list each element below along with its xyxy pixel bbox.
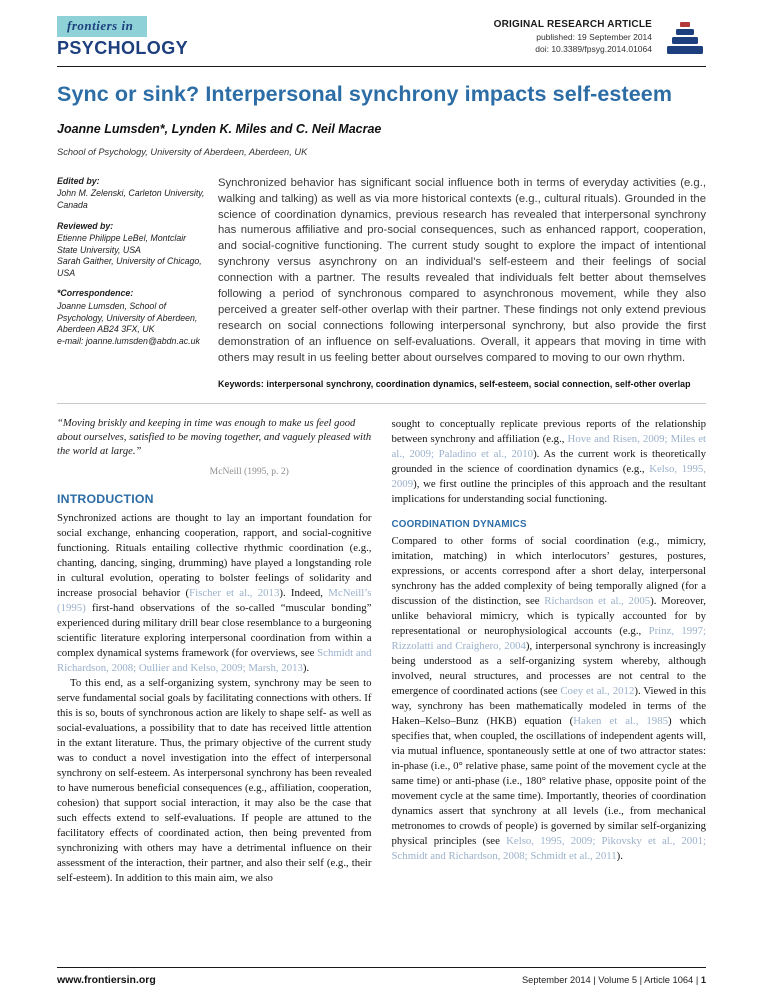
article-info-sidebar [57, 176, 205, 389]
section-heading-introduction: INTRODUCTION [57, 492, 154, 507]
page-footer [57, 967, 706, 986]
citation-link: Richardson et al., 2005 [544, 594, 651, 607]
footer-issue-text: September 2014 | Volume 5 | Article 1064 | [521, 975, 701, 985]
reviewer-1: Etienne Philippe LeBel, Montclair State University, USA [57, 233, 187, 255]
introduction-continuation-paragraph: sought to conceptually replicate previous reports of the relationship between synchrony and affiliation (e.g., Hove and Risen, 2009; Miles et al., 2009; Paladino et al., 2010). As the current work is theoretically grounded in the science of coordination dynamics (e.g., Kelso, 1995, 2009), we first outline the principles of this approach and the resultant implications for understanding social functioning. [391, 417, 706, 505]
footer-issue-info [522, 975, 706, 985]
section-heading-coordination-dynamics: COORDINATION DYNAMICS [391, 518, 527, 530]
edited-by-label: Edited by: [57, 175, 100, 186]
front-matter [57, 176, 706, 389]
correspondence-address: Joanne Lumsden, School of Psychology, University of Aberdeen, Aberdeen AB24 3FX, UK [57, 301, 198, 335]
edited-by-group [57, 176, 205, 212]
front-matter-divider [57, 403, 706, 404]
footer-page-number: 1 [700, 975, 706, 985]
citation-link: Prinz, 1997; Rizzolatti and Craighero, 2004 [391, 624, 706, 652]
published-date: published: 19 September 2014 [536, 32, 652, 42]
masthead [57, 16, 706, 59]
footer-divider [57, 967, 706, 968]
citation-link: Haken et al., 1985 [573, 714, 669, 727]
citation-link: Schmidt and Richardson, 2008; Oullier and Kelso, 2009; Marsh, 2013 [57, 647, 372, 675]
citation-link: Coey et al., 2012 [560, 684, 635, 697]
coordination-dynamics-paragraph: Compared to other forms of social coordination (e.g., mimicry, imitation, matching) in which interlocutors’ gestures, postures, expressions, or accents correspond after a short delay, interpersonal synchrony has the added complexity of being temporally aligned (for a discussion of the distinction, see Richardson et al., 2005). Moreover, unlike behavioral mimicry, which is typically accounted for by representational or neurophysiological accounts (e.g., Prinz, 1997; Rizzolatti and Craighero, 2004), interpersonal synchrony is increasingly being understood as a self-organizing system whereby, although involved, neural structures, and processes are not central to the emergence of coordinated actions (see Coey et al., 2012). Viewed in this way, synchrony has been mathematically modeled in terms of the Haken–Kelso–Bunz (HKB) equation (Haken et al., 1985) which specifies that, when coupled, the oscillations of independent agents will, via mutual influence, spontaneously settle at one of two attractor states: in-phase (i.e., 0° relative phase, same point of the movement cycle at the same time) or anti-phase (i.e., 180° relative phase, opposite point of the movement cycle at the same time). Importantly, theories of coordination dynamics assert that synchrony at all levels (i.e., from mechanical metronomes to crowds of people) is governed by similar self-organizing physical principles (see Kelso, 1995, 2009; Pikovsky et al., 2001; Schmidt and Richardson, 2008; Schmidt et al., 2011). [391, 534, 706, 862]
frontiers-wordmark [57, 16, 188, 59]
reviewer-2: Sarah Gaither, University of Chicago, USA [57, 256, 202, 278]
left-column [57, 417, 372, 967]
right-column [392, 417, 707, 967]
citation-link: Fischer et al., 2013 [189, 587, 280, 600]
correspondence-email[interactable]: e-mail: joanne.lumsden@abdn.ac.uk [57, 335, 200, 346]
header-divider [57, 66, 706, 67]
frontiers-books-logo-icon [664, 16, 706, 58]
citation-link: Kelso, 1995, 2009; Pikovsky et al., 2001; Schmidt and Richardson, 2008; Schmidt et al., 2011 [391, 834, 706, 862]
masthead-right [494, 16, 706, 58]
article-type-label: ORIGINAL RESEARCH ARTICLE [493, 19, 652, 30]
frontiers-wordmark-top: frontiers in [57, 16, 147, 37]
journal-name: PSYCHOLOGY [57, 38, 189, 58]
epigraph-attribution: McNeill (1995, p. 2) [209, 466, 289, 478]
keywords-line: Keywords: interpersonal synchrony, coordination dynamics, self-esteem, social connection, self-other overlap [218, 378, 691, 389]
affiliation: School of Psychology, University of Aberdeen, Aberdeen, UK [57, 146, 308, 157]
reviewed-by-label: Reviewed by: [57, 220, 114, 231]
author-list: Joanne Lumsden*, Lynden K. Miles and C. Neil Macrae [57, 121, 382, 136]
reviewed-by-group [57, 221, 205, 280]
edited-by-value: John M. Zelenski, Carleton University, Canada [57, 188, 205, 210]
abstract-block [218, 176, 706, 389]
page-title: Sync or sink? Interpersonal synchrony impacts self-esteem [57, 82, 673, 106]
body-columns [57, 417, 706, 967]
footer-row [57, 974, 706, 986]
citation-link: Kelso, 1995, 2009 [391, 462, 706, 490]
introduction-paragraph-2: To this end, as a self-organizing system, synchrony may be seen to serve fundamental social goals by facilitating connections with others. If this is so, bouts of synchronous action are likely to shape self- as well as social-evaluations, a possibility that to date has received little attention in the extant literature. Thus, the primary objective of the current study was to conduct a novel investigation into the effect of interpersonal synchrony on self-esteem. As interpersonal synchrony has been revealed to have numerous beneficial consequences (e.g., affiliation, cooperation, cohesion) that support social interaction, it may also be the case that such effects extend to self-evaluations. If people are attuned to the facilitatory effects of coordinated action, then being prevented from synchronizing with others may have a detrimental influence on their assessment of the interaction, their partner, and also their self (e.g., their self-esteem). In addition to this main aim, we also [57, 677, 372, 885]
doi-text: doi: 10.3389/fpsyg.2014.01064 [535, 44, 652, 54]
footer-site-link[interactable]: www.frontiersin.org [57, 974, 156, 986]
correspondence-label: *Correspondence: [57, 288, 134, 299]
citation-link: Hove and Risen, 2009; Miles et al., 2009; Paladino et al., 2010 [391, 432, 706, 460]
masthead-meta [494, 16, 652, 54]
citation-link: McNeill’s (1995) [57, 587, 372, 615]
correspondence-group [57, 288, 205, 347]
epigraph-quote: “Moving briskly and keeping in time was enough to make us feel good about ourselves, satisfied to be moving together, and vaguely pleased with the world at large.” [57, 417, 372, 457]
abstract-text: Synchronized behavior has significant social influence both in terms of everyday activities (e.g., walking and talking) as well as via more historical contexts (e.g., cultural rituals). Grounded in the science of coordination dynamics, previous research has revealed that interpersonal synchrony has numerous affiliative and pro-social consequences, such as enhanced rapport, cooperation, and social-cognitive functioning. The current study sought to explore the impact of intentional synchrony versus asynchrony on an individual’s self-esteem and their feelings of social connection with a partner. The results revealed that individuals felt better about themselves following a period of synchronous compared to asynchronous movement, while they also perceived a greater self-other overlap with their partner. These findings not only extend previous research on social connections following interpersonal synchrony, but also provide the first demonstration of an influence on self-evaluations. Overall, it appears that moving in time with others may result in us feeling better about ourselves compared to moving to our own rhythm. [218, 176, 706, 364]
introduction-paragraph-1: Synchronized actions are thought to lay an important foundation for social exchange, enhancing cooperation, rapport, and social-cognitive functioning. Rituals entailing collective rhythmic coordination (e.g., chanting, dancing, singing, drumming) have played a longstanding role in cultural evolution, operating to bolster feelings of solidarity and increase prosocial behavior (Fischer et al., 2013). Indeed, McNeill’s (1995) first-hand observations of the so-called “muscular bonding” experienced during military drill bear close resemblance to a burgeoning scientific literature exploring interpersonal coordination from within a complex dynamical systems framework (for overviews, see Schmidt and Richardson, 2008; Oullier and Kelso, 2009; Marsh, 2013). [57, 512, 372, 675]
